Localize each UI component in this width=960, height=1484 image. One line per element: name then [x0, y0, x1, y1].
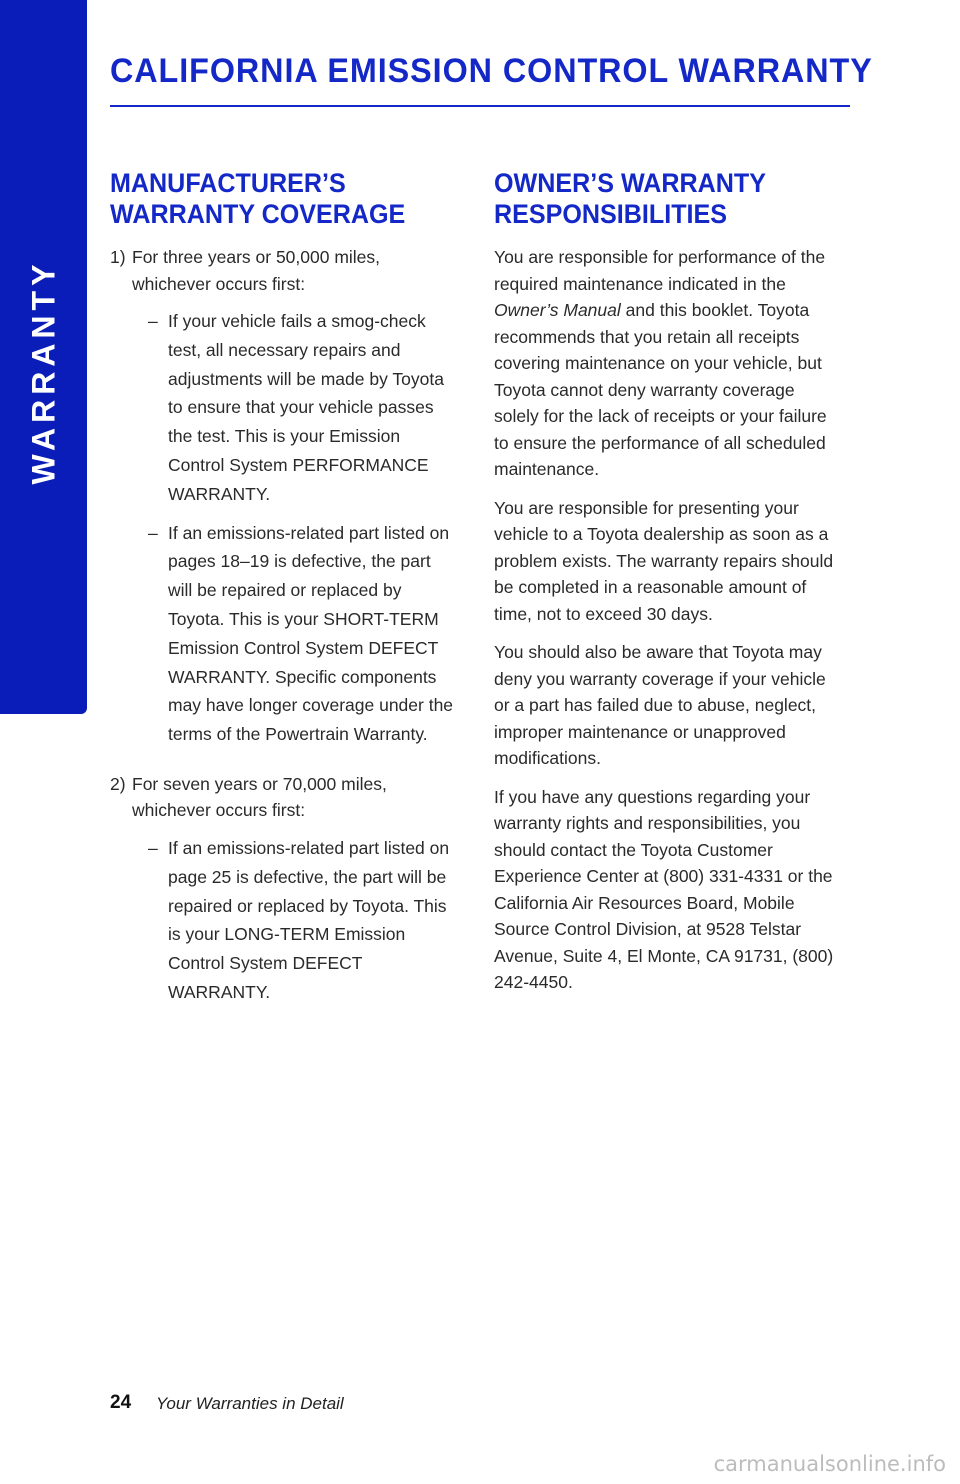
- paragraph: [494, 244, 834, 483]
- dash-bullet: –: [148, 837, 158, 858]
- dash-bullet: –: [148, 522, 158, 543]
- list-number: 2): [110, 773, 126, 794]
- list-item: [110, 771, 455, 1015]
- paragraph-text: and this booklet. Toyota recommends that you retain all receipts covering maintenance on your vehicle, but Toyota cannot deny warranty coverage solely for the lack of receipts or your failure to ensure the performance of all scheduled maintenance.: [494, 300, 827, 479]
- paragraph-text: You are responsible for performance of the required maintenance indicated in the: [494, 247, 826, 294]
- sub-list-text: If an emissions-related part listed on pages 18–19 is defective, the part will be repaired or replaced by Toyota. This is your SHORT-TERM Emission Control System DEFECT WARRANTY. Specific components may have longer coverage under the terms of the Powertrain Warranty.: [168, 522, 454, 745]
- watermark: carmanualsonline.info: [713, 1452, 946, 1476]
- owner-responsibilities-heading: [494, 168, 810, 230]
- heading-line: RESPONSIBILITIES: [494, 199, 728, 229]
- heading-line: OWNER’S WARRANTY: [494, 168, 767, 198]
- list-intro: For seven years or 70,000 miles, whichever occurs first:: [132, 773, 387, 821]
- side-tab-label: WARRANTY: [25, 259, 62, 485]
- list-intro: For three years or 50,000 miles, whichever occurs first:: [132, 247, 381, 294]
- manufacturer-coverage-column: [110, 168, 455, 1029]
- manual-title: Owner’s Manual: [494, 300, 621, 320]
- dash-bullet: –: [148, 311, 158, 331]
- heading-line: MANUFACTURER’S: [110, 168, 346, 198]
- list-number: 1): [110, 247, 126, 267]
- list-item: [110, 244, 455, 757]
- page-title: CALIFORNIA EMISSION CONTROL WARRANTY: [110, 52, 873, 90]
- heading-line: WARRANTY COVERAGE: [110, 199, 406, 229]
- sub-list-item: [148, 307, 455, 509]
- title-divider: [110, 105, 850, 107]
- sub-list-item: [148, 834, 455, 1007]
- section-side-tab: [0, 0, 87, 714]
- sub-list-text: If an emissions-related part listed on page 25 is defective, the part will be repaired or replaced by Toyota. This is your LONG-TERM Emission Control System DEFECT WARRANTY.: [168, 837, 450, 1002]
- paragraph: You should also be aware that Toyota may deny you warranty coverage if your vehicle or a part has failed due to abuse, neglect, improper maintenance or unapproved modifications.: [494, 642, 826, 768]
- paragraph: You are responsible for presenting your vehicle to a Toyota dealership as soon as a problem exists. The warranty repairs should be completed in a reasonable amount of time, not to exceed 30 days.: [494, 497, 834, 624]
- owner-responsibilities-column: [494, 168, 834, 1008]
- sub-list-text: If your vehicle fails a smog-check test, all necessary repairs and adjustments will be made by Toyota to ensure that your vehicle passes the test. This is your Emission Control System PERFORMANCE WARRANTY.: [168, 311, 444, 504]
- page-number: 24: [110, 1392, 132, 1413]
- paragraph: If you have any questions regarding your warranty rights and responsibilities, you should contact the Toyota Customer Experience Center at (800) 331-4331 or the California Air Resources Board, Mobile Source Control Division, at 9528 Telstar Avenue, Suite 4, El Monte, CA 91731, (800) 242-4450.: [494, 786, 834, 992]
- sub-list-item: [148, 519, 455, 749]
- footer-section-title: Your Warranties in Detail: [156, 1394, 344, 1413]
- manufacturer-coverage-heading: [110, 168, 431, 230]
